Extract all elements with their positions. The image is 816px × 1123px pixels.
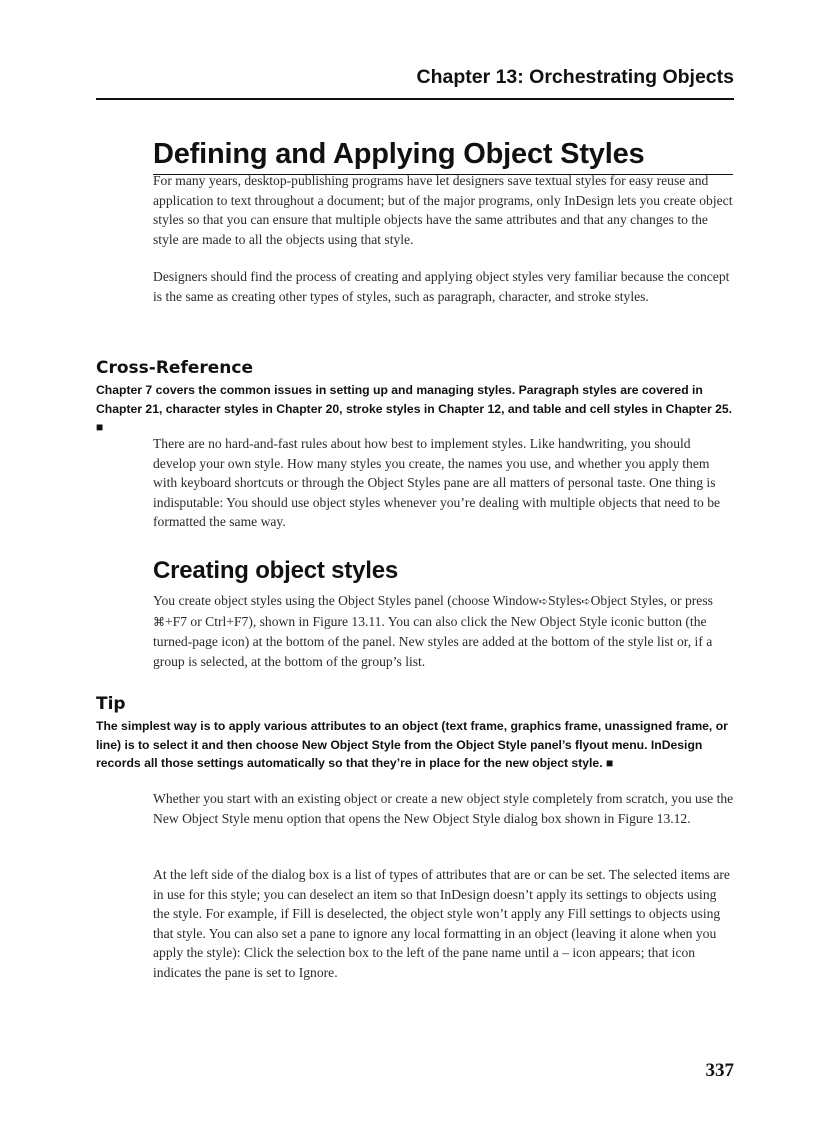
cross-reference-label: Cross-Reference: [96, 358, 254, 378]
paragraph-intro: For many years, desktop-publishing programs have let designers save textual styles for easy reuse and application to text throughout a document; but of the major programs, only InDesign lets you create object styles so that you can ensure that multiple objects have the same attributes and that any changes to the style are made to all the objects using that style.: [153, 173, 733, 247]
paragraph-designers: Designers should find the process of creating and applying object styles very familiar because the concept is the same as creating other types of styles, such as paragraph, character, and stroke styles.: [153, 269, 730, 304]
header-rule: [96, 98, 734, 100]
cross-reference-text: Chapter 7 covers the common issues in setting up and managing styles. Paragraph styles are covered in Chapter 21, character styles in Chapter 20, stroke styles in Chapter 12, and table and cell styles in Chapter 25. ■: [96, 383, 733, 434]
page-number: 337: [705, 1060, 734, 1081]
tip-text: The simplest way is to apply various attributes to an object (text frame, graphics frame, unassigned frame, or line) is to select it and then choose New Object Style from the Object Style panel’s flyout menu. InDesign records all those settings automatically so that they’re in place for the new object style. ■: [96, 719, 728, 770]
text-segment: You create object styles using the Object Styles panel (choose Window: [153, 593, 539, 608]
text-segment: Styles: [548, 593, 582, 608]
menu-arrow-icon: ➪: [538, 595, 549, 608]
paragraph-new-object-style: Whether you start with an existing object or create a new object style completely from scratch, you use the New Object Style menu option that opens the New Object Style dialog box shown in Figure 13.12.: [153, 791, 734, 826]
paragraph-rules: There are no hard-and-fast rules about how best to implement styles. Like handwriting, you should develop your own style. How many styles you create, the names you use, and whether you apply them with keyboard shortcuts or through the Object Styles pane are all matters of personal taste. One thing is indisputable: You should use object styles whenever you’re dealing with multiple objects that need to be formatted the same way.: [153, 436, 721, 529]
command-key-icon: ⌘: [153, 614, 165, 629]
tip-label: Tip: [96, 694, 126, 714]
menu-arrow-icon: ➪: [581, 595, 591, 608]
subheading-creating-object-styles: Creating object styles: [153, 557, 399, 584]
paragraph-dialog-box: At the left side of the dialog box is a list of types of attributes that are or can be set. The selected items are in use for this style; you can deselect an item so that InDesign doesn’t apply its settings to objects using the style. For example, if Fill is deselected, the object style won’t apply any Fill settings to objects using that style. You can also set a pane to ignore any local formatting in an object (leaving it alone when you apply the style): Click the selection box to the left of the pane name until a – icon appears; that icon indicates the pane is set to Ignore.: [153, 867, 730, 980]
text-segment: +F7 or Ctrl+F7), shown in Figure 13.11. You can also click the New Object Style iconic button (the turned-page icon) at the bottom of the panel. New styles are added at the bottom of the style list or, if a group is selected, at the bottom of the group’s list.: [153, 613, 713, 669]
text-segment: Object Styles, or press: [590, 593, 713, 608]
section-heading-defining: Defining and Applying Object Styles: [153, 135, 733, 175]
running-head: Chapter 13: Orchestrating Objects: [416, 66, 734, 88]
paragraph-create-styles: [153, 591, 735, 671]
